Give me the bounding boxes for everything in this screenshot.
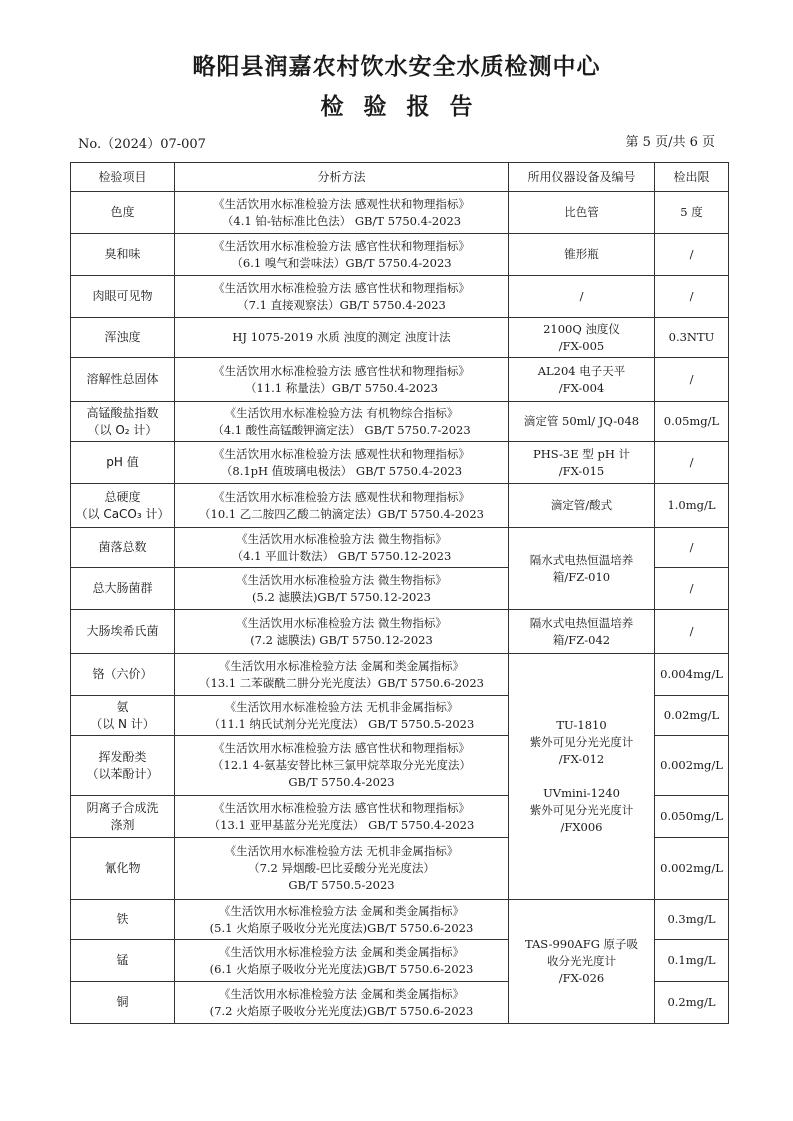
item-cell: 高锰酸盐指数 （以 O₂ 计） [71, 402, 175, 442]
item-cell: pH 值 [71, 442, 175, 484]
method-cell: 《生活饮用水标准检验方法 感官性状和物理指标》 （7.1 直接观察法）GB/T 5750.4-2023 [175, 276, 509, 318]
method-cell: 《生活饮用水标准检验方法 微生物指标》 (5.2 滤膜法)GB/T 5750.12-2023 [175, 568, 509, 610]
limit-cell: 0.3mg/L [655, 900, 729, 940]
item-cell: 肉眼可见物 [71, 276, 175, 318]
method-cell: 《生活饮用水标准检验方法 感观性状和物理指标》 （10.1 乙二胺四乙酸二钠滴定法）GB/T 5750.4-2023 [175, 484, 509, 528]
method-cell: 《生活饮用水标准检验方法 感官性状和物理指标》 （11.1 称量法）GB/T 5750.4-2023 [175, 358, 509, 402]
limit-cell: 5 度 [655, 192, 729, 234]
method-cell: 《生活饮用水标准检验方法 无机非金属指标》 （7.2 异烟酸-巴比妥酸分光光度法） GB/T 5750.5-2023 [175, 838, 509, 900]
table-row [71, 234, 729, 276]
table-row [71, 318, 729, 358]
limit-cell: / [655, 358, 729, 402]
page-number: 第 5 页/共 6 页 [625, 135, 715, 150]
limit-cell: 0.002mg/L [655, 736, 729, 796]
method-cell: HJ 1075-2019 水质 浊度的测定 浊度计法 [175, 318, 509, 358]
instrument-cell: TAS-990AFG 原子吸 收分光光度计 /FX-026 [509, 900, 655, 1024]
table-row [71, 192, 729, 234]
item-cell: 铁 [71, 900, 175, 940]
table-row [71, 900, 729, 940]
table-row [71, 484, 729, 528]
item-cell: 锰 [71, 940, 175, 982]
column-header: 分析方法 [175, 163, 509, 192]
limit-cell: / [655, 610, 729, 654]
limit-cell: 0.050mg/L [655, 796, 729, 838]
item-cell: 总硬度 （以 CaCO₃ 计） [71, 484, 175, 528]
limit-cell: / [655, 276, 729, 318]
item-cell: 铜 [71, 982, 175, 1024]
item-cell: 大肠埃希氏菌 [71, 610, 175, 654]
item-cell: 氰化物 [71, 838, 175, 900]
item-cell: 浑浊度 [71, 318, 175, 358]
instrument-cell: 锥形瓶 [509, 234, 655, 276]
limit-cell: 0.05mg/L [655, 402, 729, 442]
table-row [71, 610, 729, 654]
limit-cell: 0.02mg/L [655, 696, 729, 736]
report-number: No.（2024）07-007 [78, 137, 206, 152]
item-cell: 色度 [71, 192, 175, 234]
table-row [71, 528, 729, 568]
instrument-cell: 滴定管/酸式 [509, 484, 655, 528]
limit-cell: / [655, 234, 729, 276]
method-cell: 《生活饮用水标准检验方法 感官性状和物理指标》 （12.1 4-氨基安替比林三氯甲烷萃取分光光度法） GB/T 5750.4-2023 [175, 736, 509, 796]
table-row [71, 402, 729, 442]
method-cell: 《生活饮用水标准检验方法 感官性状和物理指标》 （6.1 嗅气和尝味法）GB/T 5750.4-2023 [175, 234, 509, 276]
method-cell: 《生活饮用水标准检验方法 感官性状和物理指标》 （13.1 亚甲基蓝分光光度法） GB/T 5750.4-2023 [175, 796, 509, 838]
column-header: 检出限 [655, 163, 729, 192]
column-header: 检验项目 [71, 163, 175, 192]
method-cell: 《生活饮用水标准检验方法 微生物指标》 (7.2 滤膜法) GB/T 5750.12-2023 [175, 610, 509, 654]
limit-cell: 0.004mg/L [655, 654, 729, 696]
item-cell: 菌落总数 [71, 528, 175, 568]
method-cell: 《生活饮用水标准检验方法 有机物综合指标》 （4.1 酸性高锰酸钾滴定法） GB/T 5750.7-2023 [175, 402, 509, 442]
method-cell: 《生活饮用水标准检验方法 微生物指标》 （4.1 平皿计数法） GB/T 5750.12-2023 [175, 528, 509, 568]
method-cell: 《生活饮用水标准检验方法 金属和类金属指标》 (7.2 火焰原子吸收分光光度法)GB/T 5750.6-2023 [175, 982, 509, 1024]
method-cell: 《生活饮用水标准检验方法 金属和类金属指标》 (6.1 火焰原子吸收分光光度法)GB/T 5750.6-2023 [175, 940, 509, 982]
limit-cell: 1.0mg/L [655, 484, 729, 528]
instrument-cell: 隔水式电热恒温培养 箱/FZ-042 [509, 610, 655, 654]
limit-cell: 0.3NTU [655, 318, 729, 358]
item-cell: 阴离子合成洗 涤剂 [71, 796, 175, 838]
instrument-cell: 隔水式电热恒温培养 箱/FZ-010 [509, 528, 655, 610]
seam-stamp [778, 450, 792, 600]
instrument-cell: 2100Q 浊度仪 /FX-005 [509, 318, 655, 358]
table-row [71, 276, 729, 318]
table-row [71, 442, 729, 484]
item-cell: 铬（六价） [71, 654, 175, 696]
table-row [71, 358, 729, 402]
table-header-row [71, 163, 729, 192]
column-header: 所用仪器设备及编号 [509, 163, 655, 192]
limit-cell: 0.1mg/L [655, 940, 729, 982]
report-title: 检验报告 [320, 94, 493, 120]
item-cell: 氨 （以 N 计） [71, 696, 175, 736]
limit-cell: 0.002mg/L [655, 838, 729, 900]
limit-cell: / [655, 568, 729, 610]
inspection-table [70, 162, 729, 1024]
limit-cell: 0.2mg/L [655, 982, 729, 1024]
instrument-cell: TU-1810 紫外可见分光光度计 /FX-012 UVmini-1240 紫外可见分光光度计 /FX006 [509, 654, 655, 900]
table-row [71, 654, 729, 696]
method-cell: 《生活饮用水标准检验方法 感观性状和物理指标》 （8.1pH 值玻璃电极法） GB/T 5750.4-2023 [175, 442, 509, 484]
item-cell: 溶解性总固体 [71, 358, 175, 402]
instrument-cell: / [509, 276, 655, 318]
method-cell: 《生活饮用水标准检验方法 无机非金属指标》 （11.1 纳氏试剂分光光度法） GB/T 5750.5-2023 [175, 696, 509, 736]
instrument-cell: 滴定管 50ml/ JQ-048 [509, 402, 655, 442]
limit-cell: / [655, 528, 729, 568]
instrument-cell: PHS-3E 型 pH 计 /FX-015 [509, 442, 655, 484]
method-cell: 《生活饮用水标准检验方法 金属和类金属指标》 (5.1 火焰原子吸收分光光度法)GB/T 5750.6-2023 [175, 900, 509, 940]
item-cell: 总大肠菌群 [71, 568, 175, 610]
organization-title: 略阳县润嘉农村饮水安全水质检测中心 [192, 54, 601, 80]
item-cell: 臭和味 [71, 234, 175, 276]
item-cell: 挥发酚类 （以苯酚计） [71, 736, 175, 796]
method-cell: 《生活饮用水标准检验方法 金属和类金属指标》 （13.1 二苯碳酰二肼分光光度法）GB/T 5750.6-2023 [175, 654, 509, 696]
instrument-cell: 比色管 [509, 192, 655, 234]
instrument-cell: AL204 电子天平 /FX-004 [509, 358, 655, 402]
limit-cell: / [655, 442, 729, 484]
method-cell: 《生活饮用水标准检验方法 感观性状和物理指标》 （4.1 铂-钴标准比色法） GB/T 5750.4-2023 [175, 192, 509, 234]
